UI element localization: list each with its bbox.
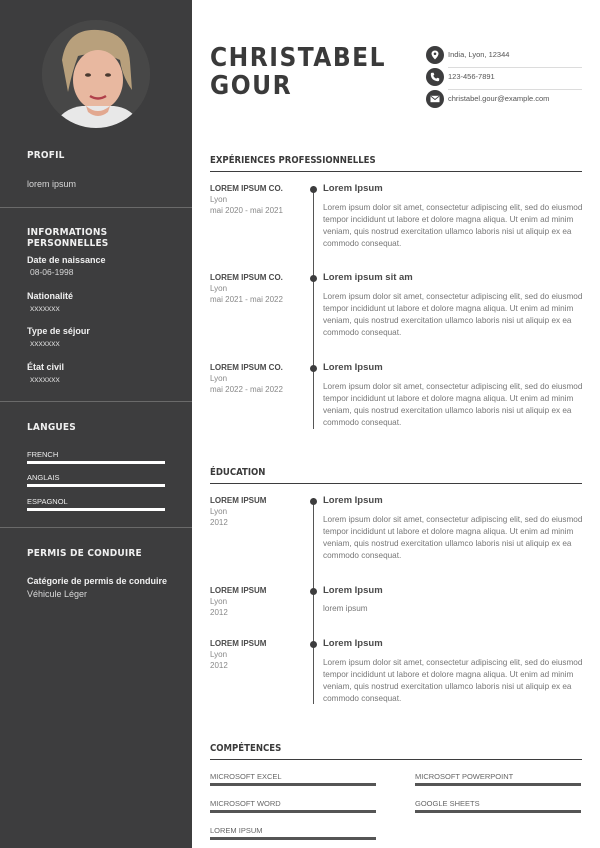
skill-label: MICROSOFT EXCEL <box>210 772 282 781</box>
education-heading: ÉDUCATION <box>210 467 266 478</box>
language-label: FRENCH <box>27 450 59 459</box>
skill-label: MICROSOFT POWERPOINT <box>415 772 514 781</box>
skill-level-bar <box>210 810 376 813</box>
skill-label: GOOGLE SHEETS <box>415 799 480 808</box>
skill-level-bar <box>210 783 376 786</box>
skill-level-bar <box>415 810 581 813</box>
education-description: Lorem ipsum dolor sit amet, consectetur adipiscing elit, sed do eiusmod tempor incididunt ut labore et dolore magna aliqua. Ut enim ad minim veniam, quis nostrud exercitation ullamco laboris nisi ut aliquip ex ea commodo consequat. <box>323 515 583 560</box>
nationality-label: Nationalité <box>27 291 74 301</box>
personal-info-heading: INFORMATIONS PERSONNELLES <box>27 227 109 249</box>
license-category-value: Véhicule Léger <box>27 589 88 599</box>
contact-location <box>426 46 582 68</box>
birthdate-value: 08-06-1998 <box>30 267 74 277</box>
language-level-bar <box>27 508 165 511</box>
contact-email <box>426 90 582 112</box>
timeline-dot <box>310 365 317 372</box>
profile-photo <box>42 20 150 128</box>
education-timeline <box>313 498 314 704</box>
skill-label: MICROSOFT WORD <box>210 799 281 808</box>
profil-text: lorem ipsum <box>27 179 77 189</box>
experience-title: Lorem Ipsum <box>323 362 383 373</box>
license-category-label: Catégorie de permis de conduire <box>27 576 168 586</box>
profile-photo-image <box>42 20 150 128</box>
experience-heading: EXPÉRIENCES PROFESSIONNELLES <box>210 155 376 166</box>
experience-description: Lorem ipsum dolor sit amet, consectetur adipiscing elit, sed do eiusmod tempor incididunt ut labore et dolore magna aliqua. Ut enim ad minim veniam, quis nostrud exercitation ullamco laboris nisi ut aliquip ex ea commodo consequat. <box>323 292 583 337</box>
sidebar <box>0 0 192 848</box>
language-level-bar <box>27 484 165 487</box>
education-dates: 2012 <box>210 608 228 617</box>
civil-status-value: xxxxxxx <box>30 374 60 384</box>
experience-description: Lorem ipsum dolor sit amet, consectetur adipiscing elit, sed do eiusmod tempor incididunt ut labore et dolore magna aliqua. Ut enim ad minim veniam, quis nostrud exercitation ullamco laboris nisi ut aliquip ex ea commodo consequat. <box>323 203 583 248</box>
residence-type-label: Type de séjour <box>27 326 90 336</box>
sidebar-divider <box>0 401 192 402</box>
timeline-dot <box>310 275 317 282</box>
contact-email-text: christabel.gour@example.com <box>448 94 550 103</box>
sidebar-divider <box>0 527 192 528</box>
skill-level-bar <box>415 783 581 786</box>
profil-heading: PROFIL <box>27 150 65 161</box>
location-pin-icon <box>426 46 444 64</box>
sidebar-divider <box>0 207 192 208</box>
section-rule <box>210 171 582 172</box>
experience-org: LOREM IPSUM CO. <box>210 363 283 372</box>
civil-status-label: État civil <box>27 362 65 372</box>
experience-city: Lyon <box>210 195 228 204</box>
phone-icon <box>426 68 444 86</box>
contact-location-text: India, Lyon, 12344 <box>448 50 510 59</box>
experience-title: Lorem ipsum sit am <box>323 272 413 283</box>
timeline-dot <box>310 641 317 648</box>
first-name: CHRISTABEL <box>210 43 387 73</box>
experience-title: Lorem Ipsum <box>323 183 383 194</box>
skill-level-bar <box>210 837 376 840</box>
education-city: Lyon <box>210 597 228 606</box>
language-level-bar <box>27 461 165 464</box>
education-org: LOREM IPSUM <box>210 586 267 595</box>
education-title: Lorem Ipsum <box>323 495 383 506</box>
experience-description: Lorem ipsum dolor sit amet, consectetur adipiscing elit, sed do eiusmod tempor incididunt ut labore et dolore magna aliqua. Ut enim ad minim veniam, quis nostrud exercitation ullamco laboris nisi ut aliquip ex ea commodo consequat. <box>323 382 583 427</box>
skill-label: LOREM IPSUM <box>210 826 263 835</box>
experience-city: Lyon <box>210 284 228 293</box>
experience-dates: mai 2020 - mai 2021 <box>210 206 283 215</box>
contact-phone <box>426 68 582 90</box>
languages-heading: LANGUES <box>27 422 76 433</box>
experience-dates: mai 2022 - mai 2022 <box>210 385 283 394</box>
education-description: Lorem ipsum dolor sit amet, consectetur adipiscing elit, sed do eiusmod tempor incididunt ut labore et dolore magna aliqua. Ut enim ad minim veniam, quis nostrud exercitation ullamco laboris nisi ut aliquip ex ea commodo consequat. <box>323 658 583 703</box>
residence-type-value: xxxxxxx <box>30 338 60 348</box>
education-org: LOREM IPSUM <box>210 639 267 648</box>
language-label: ANGLAIS <box>27 473 60 482</box>
education-dates: 2012 <box>210 518 228 527</box>
education-city: Lyon <box>210 650 228 659</box>
last-name: GOUR <box>210 71 293 101</box>
timeline-dot <box>310 186 317 193</box>
section-rule <box>210 759 582 760</box>
education-city: Lyon <box>210 507 228 516</box>
contact-phone-text: 123-456-7891 <box>448 72 495 81</box>
birthdate-label: Date de naissance <box>27 255 106 265</box>
education-dates: 2012 <box>210 661 228 670</box>
language-label: ESPAGNOL <box>27 497 68 506</box>
email-icon <box>426 90 444 108</box>
skills-heading: COMPÉTENCES <box>210 743 282 754</box>
education-org: LOREM IPSUM <box>210 496 267 505</box>
education-title: Lorem Ipsum <box>323 638 383 649</box>
experience-timeline <box>313 186 314 429</box>
license-heading: PERMIS DE CONDUIRE <box>27 548 142 559</box>
timeline-dot <box>310 588 317 595</box>
experience-org: LOREM IPSUM CO. <box>210 273 283 282</box>
nationality-value: xxxxxxx <box>30 303 60 313</box>
education-title: Lorem Ipsum <box>323 585 383 596</box>
section-rule <box>210 483 582 484</box>
timeline-dot <box>310 498 317 505</box>
experience-city: Lyon <box>210 374 228 383</box>
education-description: lorem ipsum <box>323 604 368 613</box>
experience-org: LOREM IPSUM CO. <box>210 184 283 193</box>
experience-dates: mai 2021 - mai 2022 <box>210 295 283 304</box>
